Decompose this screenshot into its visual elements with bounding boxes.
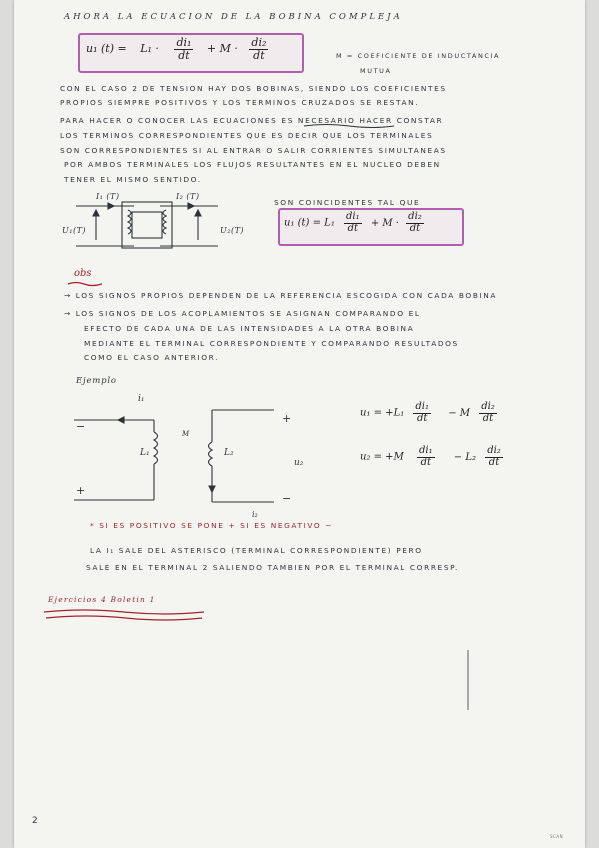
example-u2: u₂ [294, 458, 304, 468]
equation-2 [284, 212, 424, 234]
eq1-lhs: u₁ (t) = [86, 42, 127, 56]
para1-line-1: CON EL CASO 2 DE TENSION HAY DOS BOBINAS, SIENDO LOS COEFICIENTES [60, 84, 447, 93]
eq-ex1-frac2-num: di₂ [481, 401, 495, 412]
obs-item-2-text: LOS SIGNOS DE LOS ACOPLAMIENTOS SE ASIGNAN COMPARANDO EL [75, 309, 421, 318]
example-title: Ejemplo [76, 376, 117, 386]
equation-1 [86, 37, 268, 61]
eq-ex1-mid: − M [448, 407, 470, 419]
para2-line-3: SON CORRESPONDIENTES SI AL ENTRAR O SALIR CORRIENTES SIMULTANEAS [60, 146, 447, 155]
eq-ex2-frac1-num: di₁ [419, 445, 433, 456]
eq-ex1-frac1-num: di₁ [415, 401, 430, 412]
closing-line-2: SALE EN EL TERMINAL 2 SALIENDO TAMBIEN POR EL TERMINAL CORRESP. [86, 563, 459, 572]
eq2-frac2 [406, 212, 424, 234]
eq2-frac2-num: di₂ [408, 211, 422, 222]
eq2-frac1-den: dt [347, 222, 359, 234]
para2-line-5: TENER EL MISMO SENTIDO. [64, 175, 202, 184]
obs-item-2-line-2: EFECTO DE CADA UNA DE LAS INTENSIDADES A LA OTRA BOBINA [84, 324, 415, 333]
obs-item-1: → LOS SIGNOS PROPIOS DEPENDEN DE LA REFERENCIA ESCOGIDA CON CADA BOBINA [64, 291, 498, 300]
eq-ex2-frac1-den: dt [420, 456, 432, 468]
example-circuit [64, 392, 304, 522]
exercise-underline [44, 606, 204, 622]
eq-ex2-frac2-den: dt [488, 456, 500, 468]
eq-ex2-frac2-num: di₂ [487, 445, 501, 456]
eq2-frac1 [344, 212, 362, 234]
intro-line: AHORA LA ECUACION DE LA BOBINA COMPLEJA [64, 12, 403, 22]
para2-line-1: PARA HACER O CONOCER LAS ECUACIONES ES NECESARIO HACER CONSTAR [60, 116, 444, 125]
obs-item-2: → LOS SIGNOS DE LOS ACOPLAMIENTOS SE ASIGNAN COMPARANDO EL [64, 309, 421, 318]
example-minus-left: − [76, 420, 86, 433]
example-m: M [182, 430, 190, 438]
eq1-coef1: L₁ · [140, 42, 159, 56]
stray-mark [466, 650, 470, 710]
eq-ex1-frac2-den: dt [482, 412, 494, 424]
eq-ex2-frac1 [417, 446, 435, 468]
obs-item-2-line-4: COMO EL CASO ANTERIOR. [84, 353, 220, 362]
para2-line-2: LOS TERMINOS CORRESPONDIENTES QUE ES DECIR QUE LOS TERMINALES [60, 131, 434, 140]
m-note-line2: MUTUA [360, 67, 392, 75]
notebook-page [14, 0, 585, 848]
eq-ex2-mid: − L₂ [453, 451, 477, 463]
eq1-frac1-num: di₁ [176, 36, 192, 49]
eq1-frac2 [249, 37, 268, 61]
eq-ex1-lhs: u₁ = +L₁ [360, 407, 405, 419]
example-minus-right: − [282, 492, 292, 505]
obs-underline [68, 280, 102, 288]
footer-mark: SCAN [550, 834, 564, 839]
exercise-header: Ejercicios 4 Boletin 1 [48, 595, 156, 604]
m-note-line1: M = COEFICIENTE DE INDUCTANCIA [336, 52, 501, 60]
example-l2: L₂ [224, 448, 234, 458]
eq-ex2-lhs: u₂ = +M [360, 451, 404, 463]
eq-ex1-frac2 [479, 402, 497, 424]
eq2-lhs: u₁ (t) = L₁ [284, 217, 335, 229]
closing-line-1: LA I₁ SALE DEL ASTERISCO (TERMINAL CORRESPONDIENTE) PERO [90, 546, 423, 555]
eq2-frac1-num: di₁ [346, 211, 360, 222]
eq2-frac2-den: dt [409, 222, 421, 234]
eq1-frac1-den: dt [178, 48, 190, 62]
eq2-intro: SON COINCIDENTES TAL QUE [274, 198, 421, 207]
sign-rule: * SI ES POSITIVO SE PONE + SI ES NEGATIVO − [90, 521, 334, 530]
eq-ex2-frac2 [485, 446, 503, 468]
obs-title: obs [74, 268, 92, 279]
circuit1-i2: I₂ (T) [176, 192, 200, 201]
example-plus-left: + [76, 484, 86, 497]
eq1-frac2-den: dt [253, 48, 265, 62]
para2-line-4: POR AMBOS TERMINALES LOS FLUJOS RESULTANTES EN EL NUCLEO DEBEN [64, 160, 441, 169]
eq-ex1-frac1 [413, 402, 431, 424]
page-number: 2 [32, 816, 38, 826]
eq-ex1-frac1-den: dt [417, 412, 428, 424]
example-plus-right: + [282, 412, 292, 425]
example-i1: i₁ [138, 394, 145, 404]
strikeout-scribble [304, 124, 394, 128]
eq1-plus-m: + M · [206, 42, 238, 56]
example-equation-2 [360, 446, 503, 468]
eq2-plus-m: + M · [370, 217, 399, 229]
circuit1-u2: U₂(T) [220, 226, 245, 235]
example-equation-1 [360, 402, 497, 424]
eq1-frac1 [174, 37, 193, 61]
circuit1-u1: U₁(T) [62, 226, 87, 235]
circuit1-i1: I₁ (T) [96, 192, 120, 201]
example-l1: L₁ [140, 448, 150, 458]
para1-line-2: PROPIOS SIEMPRE POSITIVOS Y LOS TERMINOS CRUZADOS SE RESTAN. [60, 98, 420, 107]
obs-item-1-text: LOS SIGNOS PROPIOS DEPENDEN DE LA REFERENCIA ESCOGIDA CON CADA BOBINA [75, 291, 498, 300]
example-i2: i₂ [252, 510, 258, 519]
obs-item-2-line-3: MEDIANTE EL TERMINAL CORRESPONDIENTE Y COMPARANDO RESULTADOS [84, 339, 459, 348]
eq1-frac2-num: di₂ [251, 36, 267, 49]
